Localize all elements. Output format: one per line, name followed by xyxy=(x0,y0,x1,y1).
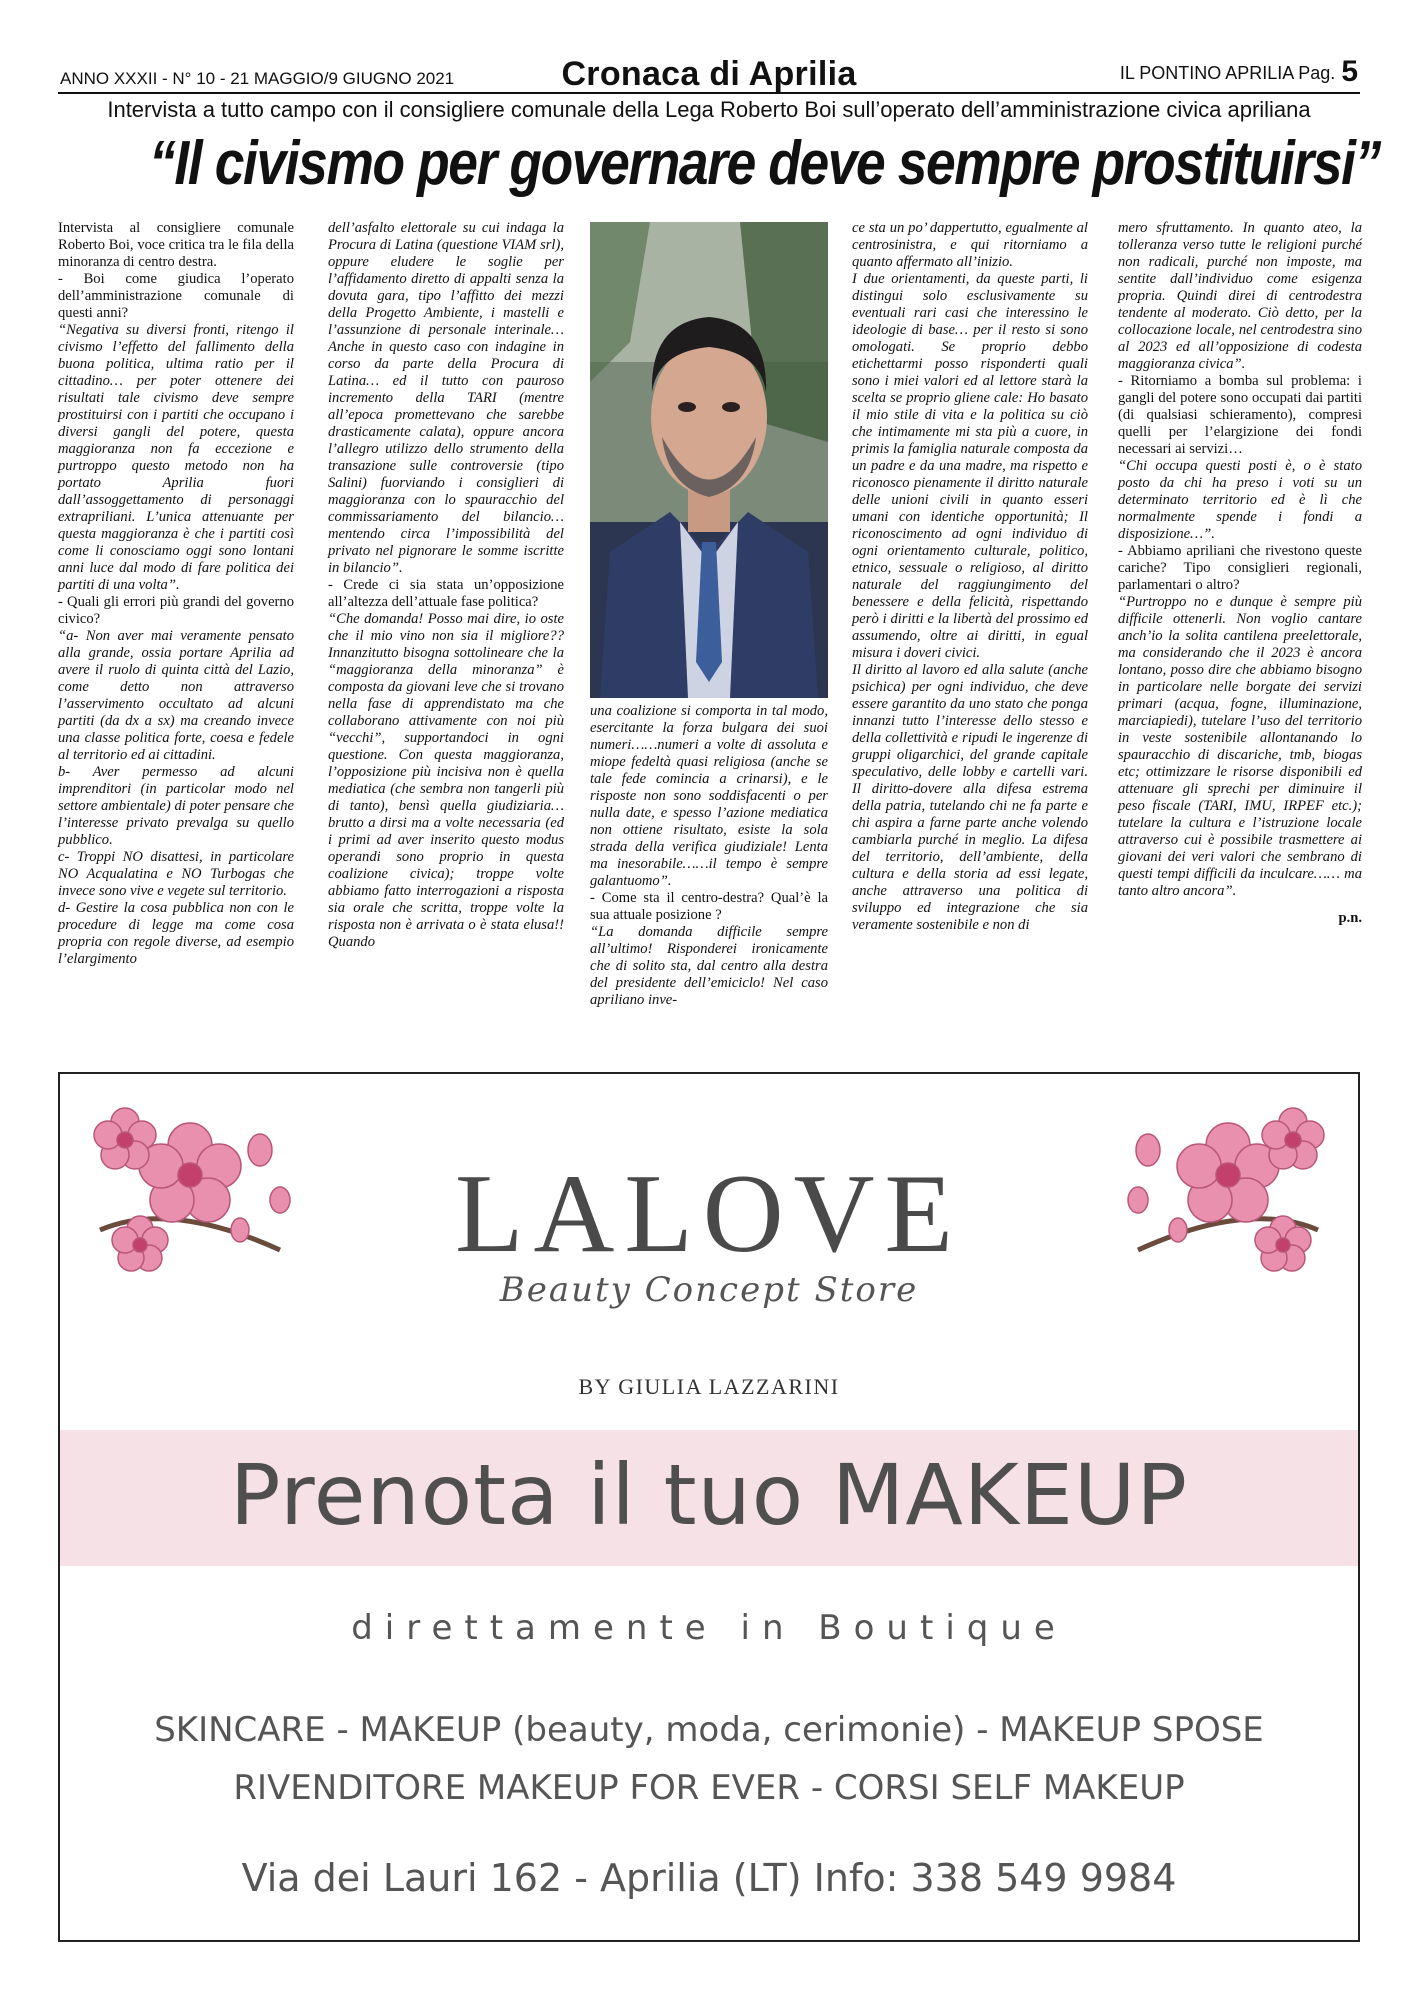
call-to-action: Prenota il tuo MAKEUP xyxy=(229,1446,1189,1544)
article-paragraph: b- Aver permesso ad alcuni imprenditori (in particolar modo nel settore ambientale) di poter pensare che l’interesse privato prevalga su quello pubblico. xyxy=(58,764,294,848)
issue-info: ANNO XXXII - N° 10 - 21 MAGGIO/9 GIUGNO 2021 xyxy=(60,69,455,88)
article-kicker: Intervista a tutto campo con il consigliere comunale della Lega Roberto Boi sull’operato dell’amministrazione civica apriliana xyxy=(107,97,1311,122)
paper-name xyxy=(1120,55,1358,89)
article-paragraph: “Chi occupa questi posti è, o è stato posto da chi ha preso i voti su un determinato territorio ed è lì che normalmente spende i fondi a disposizione…”. xyxy=(1118,458,1362,542)
article-paragraph: mero sfruttamento. In quanto ateo, la tolleranza verso tutte le religioni purché non radicali, purché non imposte, ma sentite dall’individuo come esigenza propria. Quindi direi di centrodestra tendente al moderato. Ciò detto, per la collocazione locale, nel centrodestra sino al 2023 ed all’opposizione di codesta maggioranza civica”. xyxy=(1118,220,1362,372)
article-paragraph: “Che domanda! Posso mai dire, io oste che il mio vino non sia il migliore?? Innanzitutto bisogna sottolineare che la “maggioranza della minoranza” è composta da giovani leve che si trovano nella fase di apprendistato ma che collaborano attivamente con noi più “vecchi”, supportandoci in ogni questione. Con questa maggioranza, l’opposizione più incisiva non è quella mediatica (che sembra non tangerli più di tanto), bensì quella giudiziaria… brutto a dirsi ma a volte necessaria (ed i primi ad aver inserito questo modus operandi sono proprio in questa coalizione civica); troppe volte abbiamo fatto interrogazioni a risposta sia orale che scritta, troppe volte la risposta non è arrivata o è stata elusa!! Quando xyxy=(328,611,564,950)
article-column-1 xyxy=(58,220,294,968)
call-to-action-subtitle: direttamente in Boutique xyxy=(351,1608,1067,1648)
article-paragraph: d- Gestire la cosa pubblica non con le procedure di legge ma come cosa propria con regole diverse, ad esempio l’elargimento xyxy=(58,900,294,967)
article-paragraph: una coalizione si comporta in tal modo, esercitante la forza bulgara dei suoi numeri……numeri a volte di assoluta e miope fedeltà quasi religiosa (anche se tale fede comincia a crinarsi), e le risposte non sono soddisfacenti o per nulla date, e spesso l’azione mediatica non ottiene risultato, esiste la sola strada della verifica giudiziale! Lenta ma inesorabile……il tempo è sempre galantuomo”. xyxy=(590,703,828,889)
brand-subtitle: Beauty Concept Store xyxy=(499,1270,919,1310)
article-paragraph: - Ritorniamo a bomba sul problema: i gangli del potere sono occupati dai partiti (di qualsiasi schieramento), compresi quelli per l’elargizione dei fondi necessari ai servizi… xyxy=(1118,373,1362,457)
article-headline: “Il civismo per governare deve sempre prostituirsi” xyxy=(149,129,1380,198)
article-column-2 xyxy=(328,220,564,951)
article-paragraph: - Crede ci sia stata un’opposizione all’altezza dell’attuale fase politica? xyxy=(328,577,564,610)
brand-owner: BY GIULIA LAZZARINI xyxy=(578,1374,840,1399)
paper-label: IL PONTINO APRILIA Pag. xyxy=(1119,63,1336,83)
article-paragraph: c- Troppi NO disattesi, in particolare NO Acqualatina e NO Turbogas che invece sono vive e vegete sul territorio. xyxy=(58,849,294,899)
article-column-5 xyxy=(1118,220,1362,927)
article-paragraph: - Come sta il centro-destra? Qual’è la sua attuale posizione ? xyxy=(590,890,828,923)
article-paragraph: dell’asfalto elettorale su cui indaga la Procura di Latina (questione VIAM srl), oppure eludere le soglie per l’affidamento diretto di appalti senza la dovuta gara, tipo l’affitto dei mezzi della Progetto Ambiente, i mastelli e l’assunzione di personale interinale… Anche in questo caso con indagine in corso da parte della Procura di Latina… ed il tutto con pauroso incremento della TARI (mentre all’epoca promettevano che sarebbe drasticamente calata), oppure ancora l’allegro utilizzo dello strumento della transazione sulle controversie (tipo Salini) fuorviando i consiglieri di maggioranza con lo spauracchio del commissariamento del bilancio… mentendo circa l’impossibilità del privato nel pignorare le somme iscritte in bilancio”. xyxy=(328,220,564,576)
article-paragraph: “a- Non aver mai veramente pensato alla grande, ossia portare Aprilia ad avere il ruolo di quinta città del Lazio, come detto non attraverso l’asservimento occultato ad alcuni partiti (da dx a sx) ma creando invece una classe politica forte, coesa e fedele al territorio ed ai cittadini. xyxy=(58,628,294,763)
article-paragraph: - Quali gli errori più grandi del governo civico? xyxy=(58,594,294,627)
page-header xyxy=(58,56,1360,94)
article-paragraph: - Abbiamo apriliani che rivestono queste cariche? Tipo consiglieri regionali, parlamentari o altro? xyxy=(1118,543,1362,593)
article-paragraph: “Negativa su diversi fronti, ritengo il civismo l’effetto del fallimento della buona politica, ultima ratio per il cittadino… per poter ottenere dei risultati tale civismo deve sempre prostituirsi con i partiti che occupano i diversi gangli del potere, questa maggioranza non fa eccezione e purtroppo questo metodo non ha portato Aprilia fuori dall’assoggettamento di personaggi extrapriliani. L’unica attenuante per questa maggioranza è che i partiti così come li conosciamo oggi sono lontani anni luce dal modo di fare politica dei partiti di una volta”. xyxy=(58,322,294,593)
services-line-2: RIVENDITORE MAKEUP FOR EVER - CORSI SELF MAKEUP xyxy=(233,1768,1185,1808)
article-column-4 xyxy=(852,220,1088,934)
article-column-3 xyxy=(590,703,828,1009)
page-number: 5 xyxy=(1341,55,1358,88)
article-paragraph: Intervista al consigliere comunale Roberto Boi, voce critica tra le fila della minoranza di centro destra. xyxy=(58,220,294,270)
article-paragraph: - Boi come giudica l’operato dell’amministrazione comunale di questi anni? xyxy=(58,271,294,321)
brand-logo: LALOVE xyxy=(455,1152,963,1276)
lalove-advertisement xyxy=(58,1072,1360,1942)
article-paragraph: “La domanda difficile sempre all’ultimo! Risponderei ironicamente che di solito sta, dal centro alla destra del presidente dell’emiciclo! Nel caso apriliano inve- xyxy=(590,924,828,1008)
address-contact: Via dei Lauri 162 - Aprilia (LT) Info: 338 549 9984 xyxy=(241,1856,1177,1900)
section-title: Cronaca di Aprilia xyxy=(561,55,857,93)
portrait-photo xyxy=(590,222,828,698)
article-paragraph: I due orientamenti, da queste parti, li distingui solo esclusivamente su eventuali rari casi che interessino le ideologie di base… per il resto si sono omologati. Se proprio debbo etichettarmi posso risponderti quali sono i miei valori ed al lettore starà la scelta se proprio gliene cale: Ho basato il mio stile di vita e la politica su ciò che intimamente mi sta più a cuore, in primis la famiglia naturale composta da un padre e da una madre, ma rispetto e riconosco pienamente il diritto naturale delle unioni civili in quanto esseri umani con identiche opportunità; Il riconoscimento ad ogni individuo di ogni orientamento culturale, politico, etnico, sessuale o religioso, al diritto naturale del raggiungimento del benessere e della felicità, rispettando però i diritti e la libertà del prossimo ed assumendo, oltre ai diritti, in egual misura i doveri civici. xyxy=(852,271,1088,661)
author-signature: p.n. xyxy=(1338,910,1362,926)
article-paragraph: ce sta un po’ dappertutto, egualmente al centrosinistra, e qui ritorniamo a quanto affermato all’inizio. xyxy=(852,220,1088,270)
article-paragraph: Il diritto al lavoro ed alla salute (anche psichica) per ogni individuo, che deve essere garantito da uno stato che ponga innanzi tutto l’interesse dello stesso e della collettività e ripudi le ingerenze di gruppi oligarchici, del grande capitale speculativo, delle lobby e cartelli vari. Il diritto-dovere alla difesa estrema della patria, tutelando chi ne fa parte e chi aspira a farne parte anche volendo cambiarla purché in meglio. La difesa del territorio, dell’ambiente, della cultura e della storia ad essi legate, anche attraverso una politica di sviluppo ed integrazione che sia veramente sostenibile e non di xyxy=(852,662,1088,933)
article-paragraph: “Purtroppo no e dunque è sempre più difficile ottenerli. Non voglio cantare anch’io la solita cantilena preelettorale, ma considerando che il 2023 è ancora lontano, posso dire che abbiamo bisogno in particolare nelle borgate dei servizi primari (acqua, fogne, illuminazione, marciapiedi), tutelare l’uso del territorio in veste sostenibile allontanando lo spauracchio di discariche, tmb, biogas etc; ottimizzare le risorse disponibili ed attenuare gli sprechi per diminuire il peso fiscale (TARI, IMU, IRPEF etc.); tutelare la cultura e l’istruzione locale attraverso cui è possibile trasmettere ai giovani dei veri valori che sembrano di questi tempi difficili da inculcare…… ma tanto altro ancora”. xyxy=(1118,594,1362,899)
services-line-1: SKINCARE - MAKEUP (beauty, moda, cerimonie) - MAKEUP SPOSE xyxy=(154,1710,1264,1750)
